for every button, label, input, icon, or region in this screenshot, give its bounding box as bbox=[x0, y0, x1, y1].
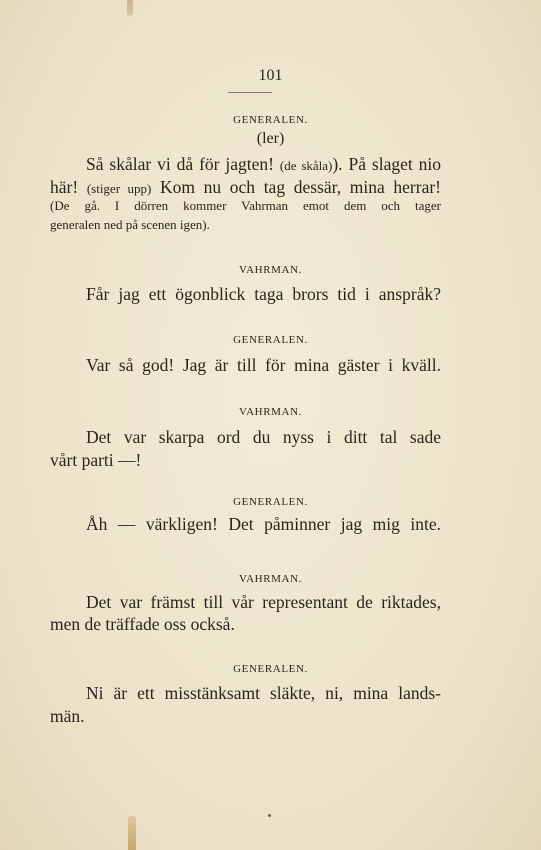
dialogue-line: Det var främst till vår representant de riktades, bbox=[86, 592, 441, 612]
speaker-label: VAHRMAN. bbox=[239, 573, 302, 585]
dialogue-text: ). På slaget nio bbox=[332, 154, 441, 174]
dialogue-line: Åh — värkligen! Det påminner jag mig inte. bbox=[86, 514, 441, 534]
dialogue-line bbox=[86, 154, 441, 175]
dialogue-line: vårt parti —! bbox=[50, 450, 142, 470]
dialogue-line: Var så god! Jag är till för mina gäster i kväll. bbox=[86, 355, 441, 375]
page-number: 101 bbox=[258, 67, 283, 84]
stage-direction: (stiger upp) bbox=[86, 181, 152, 196]
dialogue-text: Kom nu och tag dessär, mina herrar! bbox=[151, 177, 441, 197]
stage-direction: (ler) bbox=[256, 130, 285, 147]
speaker-label: VAHRMAN. bbox=[239, 264, 302, 276]
bookmark-ribbon bbox=[128, 816, 136, 850]
header-rule bbox=[228, 92, 272, 93]
ink-speck bbox=[268, 814, 271, 817]
speaker-label: GENERALEN. bbox=[233, 334, 308, 346]
dialogue-line: Det var skarpa ord du nyss i ditt tal sade bbox=[86, 427, 441, 447]
stage-direction: (de skåla) bbox=[279, 158, 333, 173]
speaker-label: VAHRMAN. bbox=[239, 406, 302, 418]
dialogue-text: här! bbox=[50, 177, 87, 197]
stage-direction: generalen ned på scenen igen). bbox=[50, 217, 210, 232]
paper-tab-mark bbox=[127, 0, 133, 16]
dialogue-text: Så skålar vi då för jagten! bbox=[86, 154, 280, 174]
dialogue-line bbox=[50, 177, 441, 198]
dialogue-line: men de träffade oss också. bbox=[50, 614, 235, 634]
stage-direction: (De gå. I dörren kommer Vahrman emot dem och tager bbox=[50, 198, 441, 213]
speaker-label: GENERALEN. bbox=[233, 496, 308, 508]
dialogue-line: Får jag ett ögonblick taga brors tid i anspråk? bbox=[86, 284, 441, 304]
dialogue-line: män. bbox=[50, 706, 85, 726]
dialogue-line: Ni är ett misstänksamt släkte, ni, mina lands- bbox=[86, 683, 441, 703]
speaker-label: GENERALEN. bbox=[233, 663, 308, 675]
speaker-label: GENERALEN. bbox=[233, 114, 308, 126]
